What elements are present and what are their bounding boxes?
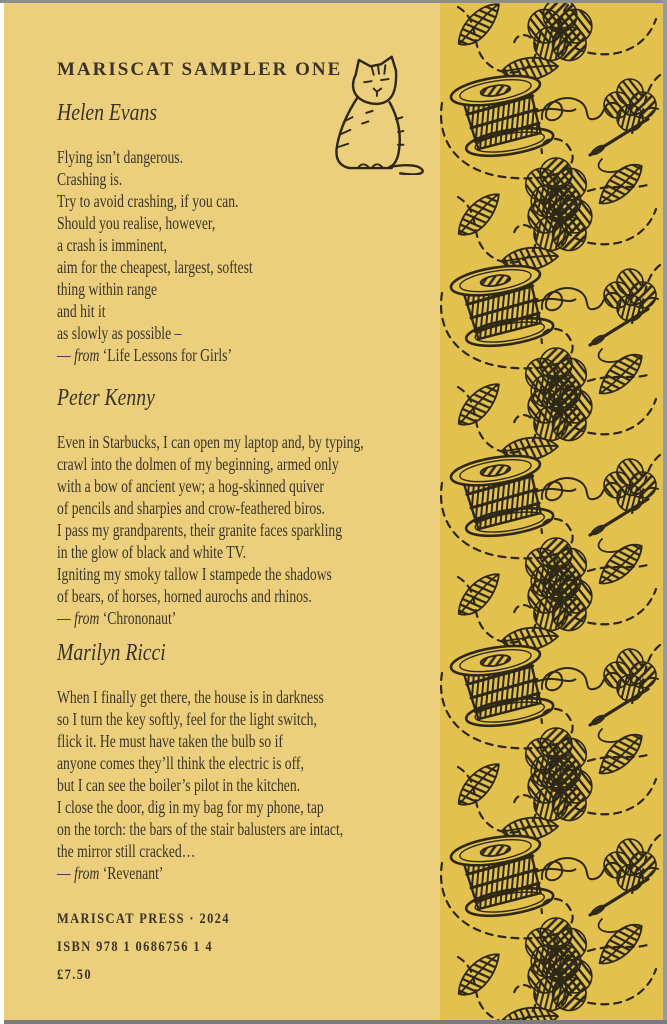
poem-text xyxy=(57,686,343,884)
poem-line: Flying isn’t dangerous. xyxy=(57,147,184,167)
poem-line: Should you realise, however, xyxy=(57,213,216,233)
screenshot-bottom-edge xyxy=(4,1020,667,1024)
cat-icon xyxy=(326,53,432,175)
attribution-from: from xyxy=(74,608,100,628)
poem-text xyxy=(57,146,253,366)
imprint xyxy=(57,905,230,989)
poem-line: the mirror still cracked… xyxy=(57,841,196,861)
poet-name: Helen Evans xyxy=(57,100,158,126)
poem-line: and hit it xyxy=(57,301,106,321)
poem-line: crawl into the dolmen of my beginning, armed only xyxy=(57,454,339,474)
poem-section xyxy=(57,99,308,366)
poet-name: Marilyn Ricci xyxy=(57,640,166,666)
attribution-source: ‘Revenant’ xyxy=(99,863,164,883)
attribution-from: from xyxy=(74,863,100,883)
poem-line: so I turn the key softly, feel for the light switch, xyxy=(57,709,317,729)
poem-line: on the torch: the bars of the stair balusters are intact, xyxy=(57,819,344,839)
isbn-line: ISBN 978 1 0686756 1 4 xyxy=(57,939,214,955)
poem-line: Try to avoid crashing, if you can. xyxy=(57,191,239,211)
attribution-dash: — xyxy=(57,345,75,365)
poem-line: flick it. He must have taken the bulb so if xyxy=(57,731,283,751)
price: £7.50 xyxy=(57,967,92,983)
poem-line: I close the door, dig in my bag for my phone, tap xyxy=(57,797,324,817)
poem-attribution xyxy=(57,862,343,884)
attribution-from: from xyxy=(74,345,100,365)
screenshot-top-edge xyxy=(0,0,667,3)
poem-line: as slowly as possible – xyxy=(57,323,182,343)
poem-attribution xyxy=(57,607,364,629)
poem-line: aim for the cheapest, largest, softest xyxy=(57,257,253,277)
attribution-dash: — xyxy=(57,863,75,883)
publisher-line: MARISCAT PRESS · 2024 xyxy=(57,911,230,927)
poem-line: of pencils and sharpies and crow-feathered biros. xyxy=(57,498,325,518)
poem-line: Even in Starbucks, I can open my laptop and, by typing, xyxy=(57,432,364,452)
poem-line: Crashing is. xyxy=(57,169,123,189)
poem-line: a crash is imminent, xyxy=(57,235,167,255)
poem-line: but I can see the boiler’s pilot in the kitchen. xyxy=(57,775,301,795)
poem-text xyxy=(57,431,364,629)
poet-name: Peter Kenny xyxy=(57,385,155,411)
attribution-dash: — xyxy=(57,608,75,628)
poem-line: of bears, of horses, horned aurochs and rhinos. xyxy=(57,586,312,606)
poem-line: I pass my grandparents, their granite faces sparkling xyxy=(57,520,343,540)
sampler-card xyxy=(4,3,663,1020)
sewing-pattern-band xyxy=(440,3,663,1020)
poem-line: When I finally get there, the house is in darkness xyxy=(57,687,324,707)
poem-attribution xyxy=(57,344,253,366)
poem-section xyxy=(57,639,424,884)
attribution-source: ‘Chrononaut’ xyxy=(99,608,177,628)
attribution-source: ‘Life Lessons for Girls’ xyxy=(99,345,233,365)
page-title: MARISCAT SAMPLER ONE xyxy=(57,59,343,80)
poem-line: with a bow of ancient yew; a hog-skinned quiver xyxy=(57,476,324,496)
poem-line: Igniting my smoky tallow I stampede the shadows xyxy=(57,564,332,584)
poem-line: in the glow of black and white TV. xyxy=(57,542,247,562)
poem-line: anyone comes they’ll think the electric is off, xyxy=(57,753,304,773)
screenshot-right-edge xyxy=(663,0,667,1024)
poem-line: thing within range xyxy=(57,279,158,299)
poem-section xyxy=(57,384,450,629)
